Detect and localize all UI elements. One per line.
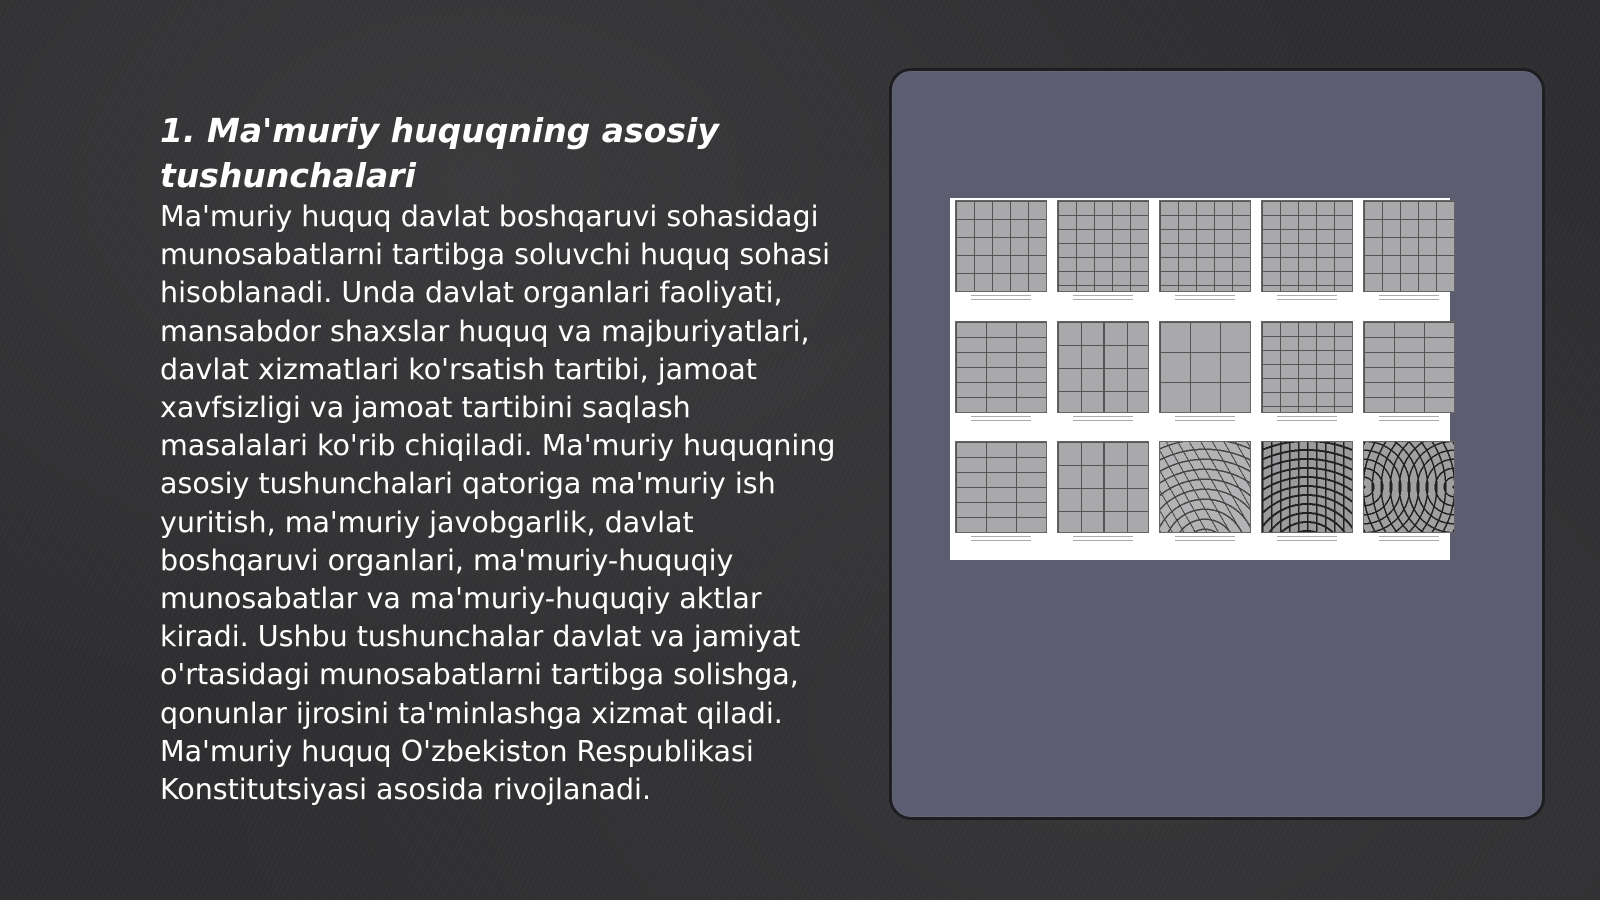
slide-title: 1. Ma'muriy huquqning asosiy tushunchalari: [160, 111, 719, 195]
pattern-caption-lines: [1277, 416, 1337, 424]
pattern-cell: [1154, 439, 1256, 560]
pattern-cell: [1256, 439, 1358, 560]
pattern-cell: [1358, 319, 1460, 440]
pattern-caption-lines: [1073, 536, 1133, 544]
pattern-caption-lines: [1175, 416, 1235, 424]
paving-pattern-tile: [1261, 441, 1353, 533]
pattern-cell: [1052, 198, 1154, 319]
paving-patterns-image: [950, 198, 1450, 560]
paving-pattern-tile: [1363, 441, 1455, 533]
pattern-cell: [1256, 198, 1358, 319]
paving-pattern-tile: [1159, 200, 1251, 292]
paving-pattern-tile: [1363, 200, 1455, 292]
paving-pattern-tile: [1363, 321, 1455, 413]
pattern-caption-lines: [971, 295, 1031, 303]
pattern-caption-lines: [1175, 536, 1235, 544]
pattern-cell: [950, 319, 1052, 440]
pattern-cell: [950, 198, 1052, 319]
pattern-caption-lines: [1073, 416, 1133, 424]
slide-body-text: Ma'muriy huquq davlat boshqaruvi sohasidagi munosabatlarni tartibga soluvchi huquq sohasi hisoblanadi. Unda davlat organlari faoliyati, mansabdor shaxslar huquq va majburiyatlari, davlat xizmatlari ko'rsatish tartibi, jamoat xavfsizligi va jamoat tartibini saqlash masalalari ko'rib chiqiladi. Ma'muriy huquqning asosiy tushunchalari qatoriga ma'muriy ish yuritish, ma'muriy javobgarlik, davlat boshqaruvi organlari, ma'muriy-huquqiy munosabatlar va ma'muriy-huquqiy aktlar kiradi. Ushbu tushunchalar davlat va jamiyat o'rtasidagi munosabatlarni tartibga solishga, qonunlar ijrosini ta'minlashga xizmat qiladi. Ma'muriy huquq O'zbekiston Respublikasi Konstitutsiyasi asosida rivojlanadi.: [160, 200, 836, 807]
pattern-cell: [1052, 439, 1154, 560]
pattern-cell: [1154, 198, 1256, 319]
paving-pattern-tile: [955, 321, 1047, 413]
pattern-caption-lines: [971, 536, 1031, 544]
paving-pattern-tile: [1159, 321, 1251, 413]
pattern-caption-lines: [1379, 416, 1439, 424]
paving-pattern-tile: [955, 200, 1047, 292]
paving-pattern-tile: [955, 441, 1047, 533]
pattern-cell: [950, 439, 1052, 560]
paving-pattern-tile: [1057, 441, 1149, 533]
pattern-caption-lines: [1073, 295, 1133, 303]
pattern-caption-lines: [1277, 536, 1337, 544]
pattern-cell: [1154, 319, 1256, 440]
pattern-cell: [1256, 319, 1358, 440]
pattern-caption-lines: [1379, 536, 1439, 544]
pattern-cell: [1358, 198, 1460, 319]
pattern-cell: [1358, 439, 1460, 560]
paving-pattern-tile: [1159, 441, 1251, 533]
text-block: [160, 108, 840, 809]
paving-pattern-tile: [1057, 200, 1149, 292]
paving-pattern-tile: [1261, 200, 1353, 292]
pattern-caption-lines: [1175, 295, 1235, 303]
pattern-caption-lines: [1277, 295, 1337, 303]
paving-pattern-tile: [1261, 321, 1353, 413]
paving-pattern-tile: [1057, 321, 1149, 413]
pattern-caption-lines: [971, 416, 1031, 424]
pattern-cell: [1052, 319, 1154, 440]
pattern-caption-lines: [1379, 295, 1439, 303]
